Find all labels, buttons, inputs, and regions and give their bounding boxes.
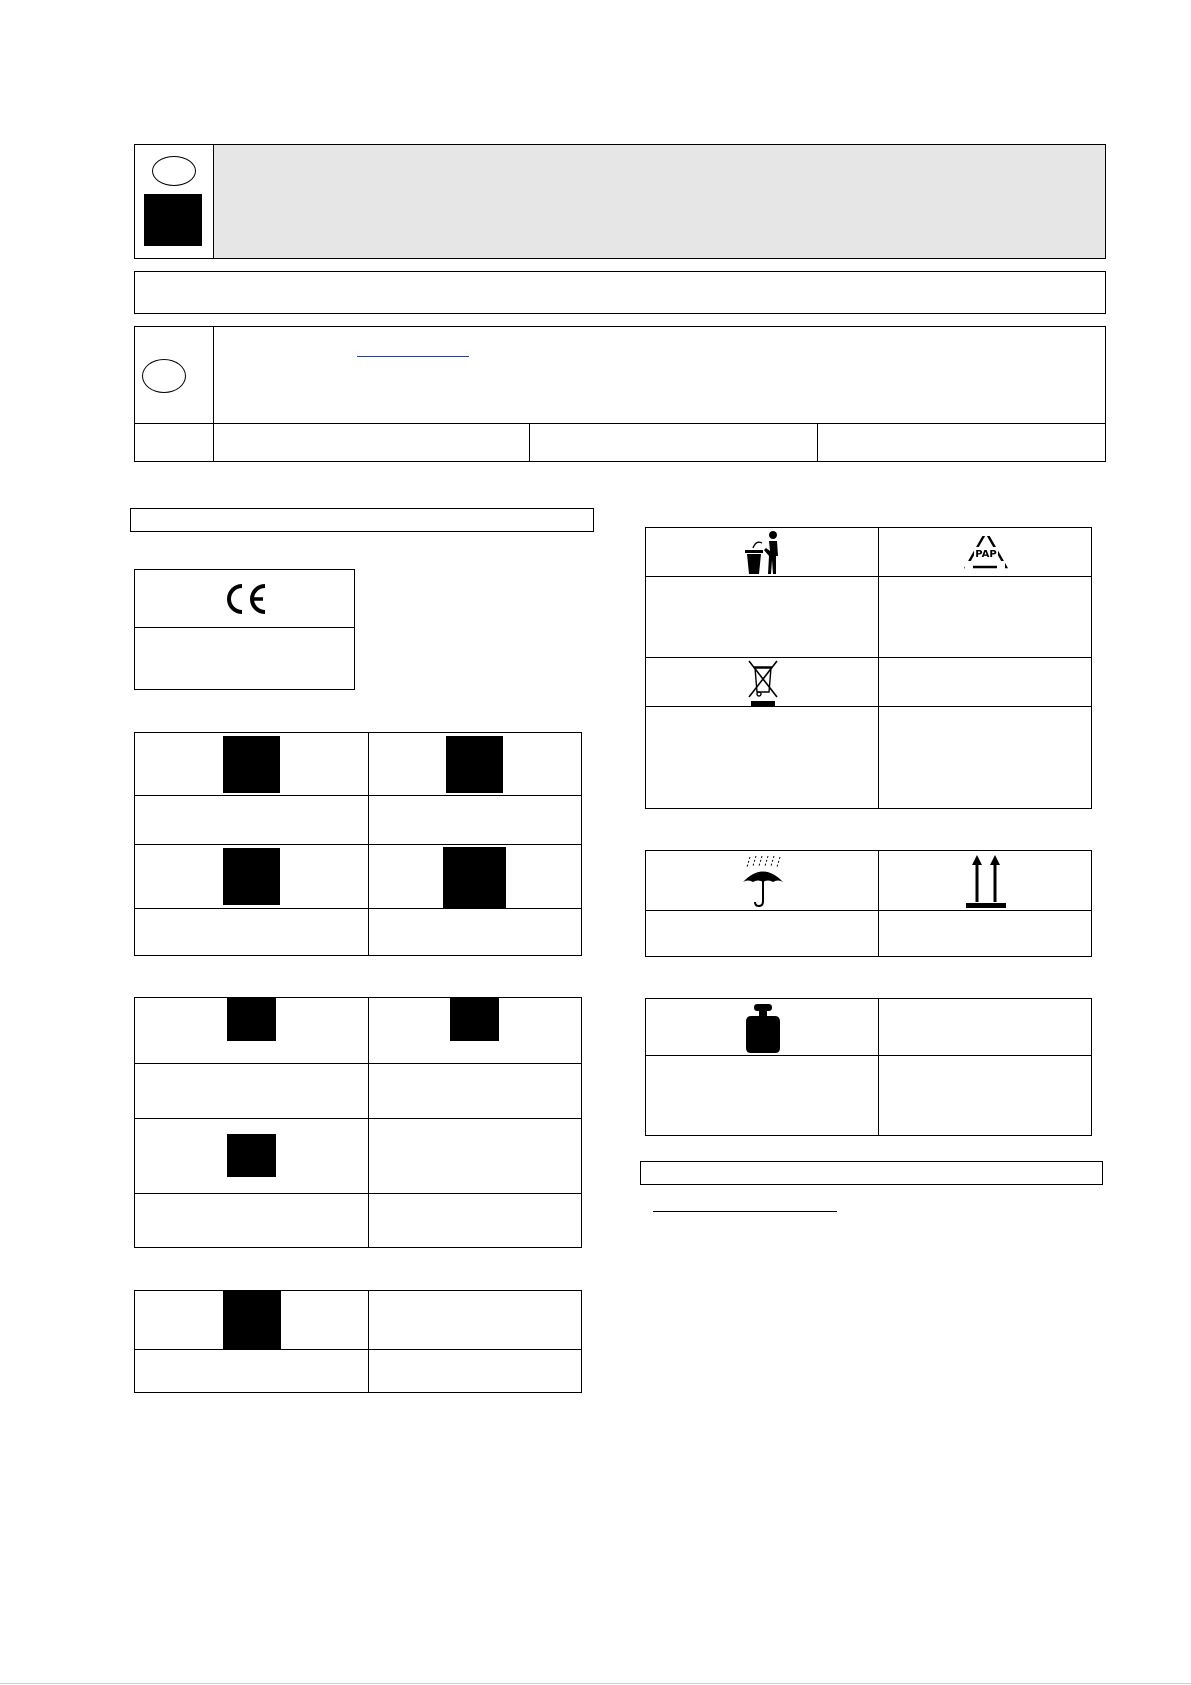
disposal-text-cell-5: [878, 706, 1092, 809]
weight-value-cell: [878, 998, 1092, 1056]
header-title-panel: [213, 144, 1106, 259]
contact-info-panel: [213, 326, 1106, 424]
page-bottom-rule: [0, 1683, 1191, 1684]
language-badge-oval: [152, 156, 196, 186]
table-b-text-2: [368, 1063, 582, 1119]
handling-image-cell-1: [645, 850, 879, 911]
ce-symbol-cell: [134, 569, 355, 628]
disposal-image-cell-3: [645, 657, 879, 707]
redacted-symbol-7: [227, 1134, 276, 1177]
keep-dry-umbrella-icon: [740, 855, 786, 909]
disposal-text-cell-1: [645, 576, 879, 658]
disposal-text-cell-3: [878, 657, 1092, 707]
table-a-image-4: [368, 844, 582, 909]
redacted-symbol-8: [223, 1291, 281, 1349]
table-a-image-1: [134, 732, 369, 796]
table-a-text-3: [134, 908, 369, 956]
disposal-underline-link[interactable]: [653, 1211, 837, 1212]
weight-text-cell-2: [878, 1055, 1092, 1136]
weight-icon: [742, 1002, 784, 1054]
pap-recycling-icon: [961, 529, 1011, 575]
table-c-text-2: [368, 1349, 582, 1393]
table-a-image-2: [368, 732, 582, 796]
disposal-image-cell-1: [645, 527, 879, 577]
table-a-image-3: [134, 844, 369, 909]
redacted-symbol-5: [227, 998, 276, 1041]
table-b-image-2: [368, 997, 582, 1064]
info-row-cell-4: [817, 423, 1106, 462]
redacted-symbol-4: [443, 847, 506, 909]
tidy-man-icon: [742, 530, 784, 576]
table-b-image-3: [134, 1118, 369, 1194]
table-a-text-2: [368, 795, 582, 845]
contact-badge-oval: [142, 359, 186, 393]
table-c-image-1: [134, 1290, 369, 1350]
weight-text-cell-1: [645, 1055, 879, 1136]
table-a-text-4: [368, 908, 582, 956]
handling-text-cell-2: [878, 910, 1092, 957]
crossed-out-wheelie-bin-icon: [746, 659, 780, 707]
handling-text-cell-1: [645, 910, 879, 957]
ce-description-cell: [134, 627, 355, 690]
redacted-symbol-3: [223, 848, 280, 905]
weight-image-cell: [645, 998, 879, 1056]
table-b-text-1: [134, 1063, 369, 1119]
table-c-text-1: [134, 1349, 369, 1393]
info-row-cell-2: [213, 423, 530, 462]
ce-mark-icon: [223, 582, 269, 616]
handling-image-cell-2: [878, 850, 1092, 911]
svg-text:PAP: PAP: [975, 549, 997, 560]
disposal-text-cell-2: [878, 576, 1092, 658]
redacted-symbol-6: [450, 998, 499, 1041]
table-b-image-1: [134, 997, 369, 1064]
disposal-image-cell-2: [878, 527, 1092, 577]
table-b-text-3: [134, 1193, 369, 1248]
disposal-text-cell-4: [645, 706, 879, 809]
table-b-text-side: [368, 1118, 582, 1194]
info-row-cell-1: [134, 423, 214, 462]
section-heading-certification: [130, 508, 594, 532]
product-thumbnail-redacted: [144, 194, 202, 246]
header-logo-cell: [134, 144, 214, 259]
info-row-cell-3: [529, 423, 818, 462]
table-c-text-side: [368, 1290, 582, 1350]
header-notice-bar: [134, 271, 1106, 314]
table-b-text-4: [368, 1193, 582, 1248]
redacted-symbol-1: [223, 736, 280, 793]
table-a-text-1: [134, 795, 369, 845]
redacted-symbol-2: [446, 736, 503, 793]
contact-link[interactable]: [357, 356, 469, 357]
section-heading-disposal: [640, 1161, 1103, 1185]
this-way-up-arrows-icon: [965, 853, 1007, 909]
contact-logo-cell: [134, 326, 214, 424]
